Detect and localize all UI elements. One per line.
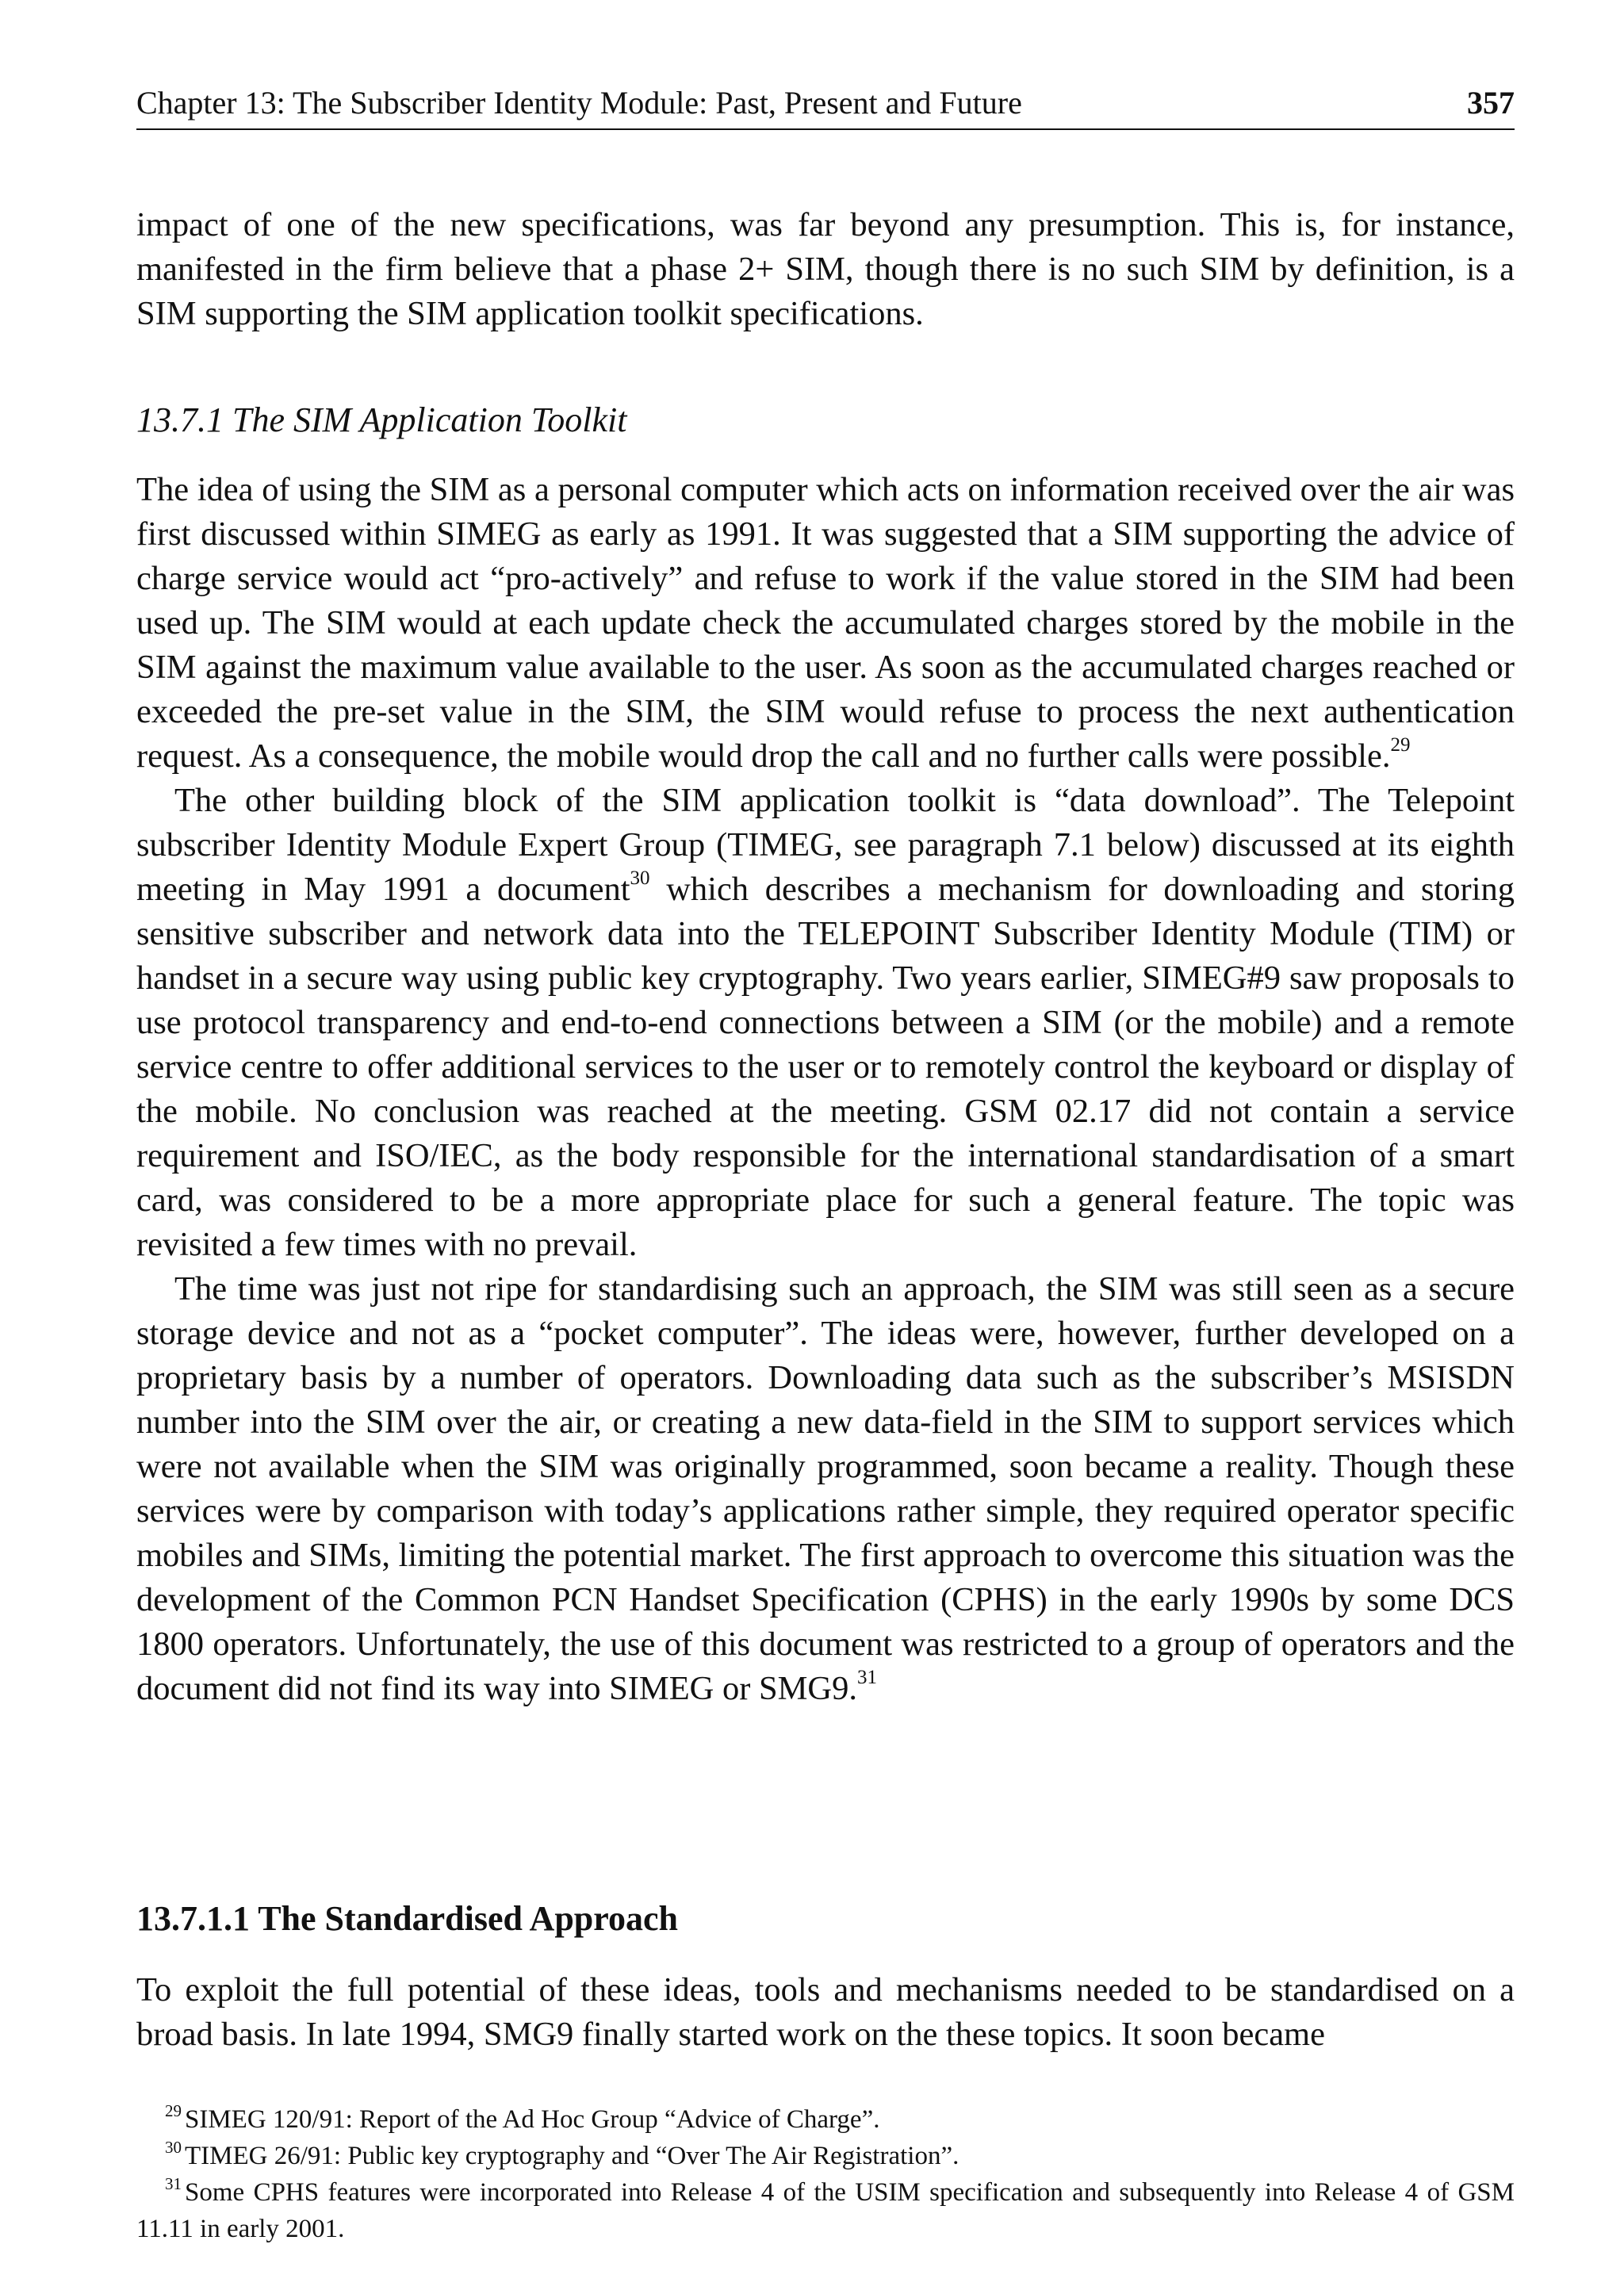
page-number: 357 [1467, 85, 1515, 121]
footnote-text: TIMEG 26/91: Public key cryptography and “Over The Air Registration”. [185, 2142, 959, 2170]
footnote-ref-31: 31 [857, 1667, 877, 1688]
section-body [136, 468, 1515, 1711]
intro-block [136, 203, 1515, 336]
chapter-title: Chapter 13: The Subscriber Identity Module: Past, Present and Future [136, 85, 1022, 121]
subsection-body [136, 1968, 1515, 2057]
paragraph-text-after: which describes a mechanism for downloading and storing sensitive subscriber and network data into the TELEPOINT Subscriber Identity Module (TIM) or handset in a secure way using public key cryptography. Two years earlier, SIMEG#9 saw proposals to use protocol transparency and end-to-end connections between a SIM (or the mobile) and a remote service centre to offer additional services to the user or to remotely control the keyboard or display of the mobile. No conclusion was reached at the meeting. GSM 02.17 did not contain a service requirement and ISO/IEC, as the body responsible for the international standardisation of a smart card, was considered to be a more appropriate place for such a general feature. The topic was revisited a few times with no prevail. [136, 871, 1515, 1263]
running-header [136, 82, 1515, 130]
subsection-heading: 13.7.1.1 The Standardised Approach [136, 1899, 678, 1938]
footnote-ref-30: 30 [630, 867, 650, 889]
footnote-number: 31 [165, 2174, 182, 2193]
footnote-text: SIMEG 120/91: Report of the Ad Hoc Group “Advice of Charge”. [185, 2105, 880, 2134]
footnote-31 [136, 2174, 1515, 2247]
paragraph-advice-of-charge [136, 468, 1515, 779]
footnote-number: 29 [165, 2101, 182, 2120]
paragraph-text: The idea of using the SIM as a personal computer which acts on information received over the air was first discussed within SIMEG as early as 1991. It was suggested that a SIM supporting the advice of charge service would act “pro-actively” and refuse to work if the value stored in the SIM had been used up. The SIM would at each update check the accumulated charges stored by the mobile in the SIM against the maximum value available to the user. As soon as the accumulated charges reached or exceeded the pre-set value in the SIM, the SIM would refuse to process the next authentication request. As a consequence, the mobile would drop the call and no further calls were possible. [136, 471, 1515, 775]
subsection-paragraph: To exploit the full potential of these ideas, tools and mechanisms needed to be standardised on a broad basis. In late 1994, SMG9 finally started work on the these topics. It soon became [136, 1971, 1515, 2053]
footnote-30 [136, 2138, 1515, 2174]
section-heading: 13.7.1 The SIM Application Toolkit [136, 400, 627, 439]
footnote-29 [136, 2101, 1515, 2138]
paragraph-data-download [136, 779, 1515, 1267]
footnotes [136, 2101, 1515, 2247]
paragraph-proprietary-basis [136, 1267, 1515, 1711]
footnote-text: Some CPHS features were incorporated into Release 4 of the USIM specification and subsequently into Release 4 of GSM 11.11 in early 2001. [136, 2178, 1515, 2243]
paragraph-text: The time was just not ripe for standardising such an approach, the SIM was still seen as a secure storage device and not as a “pocket computer”. The ideas were, however, further developed on a proprietary basis by a number of operators. Downloading data such as the subscriber’s MSISDN number into the SIM over the air, or creating a new data-field in the SIM to support services which were not available when the SIM was originally programmed, soon became a reality. Though these services were by comparison with today’s applications rather simple, they required operator specific mobiles and SIMs, limiting the potential market. The first approach to overcome this situation was the development of the Common PCN Handset Specification (CPHS) in the early 1990s by some DCS 1800 operators. Unfortunately, the use of this document was restricted to a group of operators and the document did not find its way into SIMEG or SMG9. [136, 1270, 1515, 1707]
intro-paragraph: impact of one of the new specifications, was far beyond any presumption. This is, for instance, manifested in the firm believe that a phase 2+ SIM, though there is no such SIM by definition, is a SIM supporting the SIM application toolkit specifications. [136, 206, 1515, 332]
footnote-ref-29: 29 [1390, 734, 1411, 756]
footnote-number: 30 [165, 2138, 182, 2157]
paragraph-text-before: The other building block of the SIM application toolkit is “data download”. The Telepoint subscriber Identity Module Expert Group (TIMEG, see paragraph 7.1 below) discussed at its eighth meeting in May 1991 a document [136, 782, 1515, 908]
